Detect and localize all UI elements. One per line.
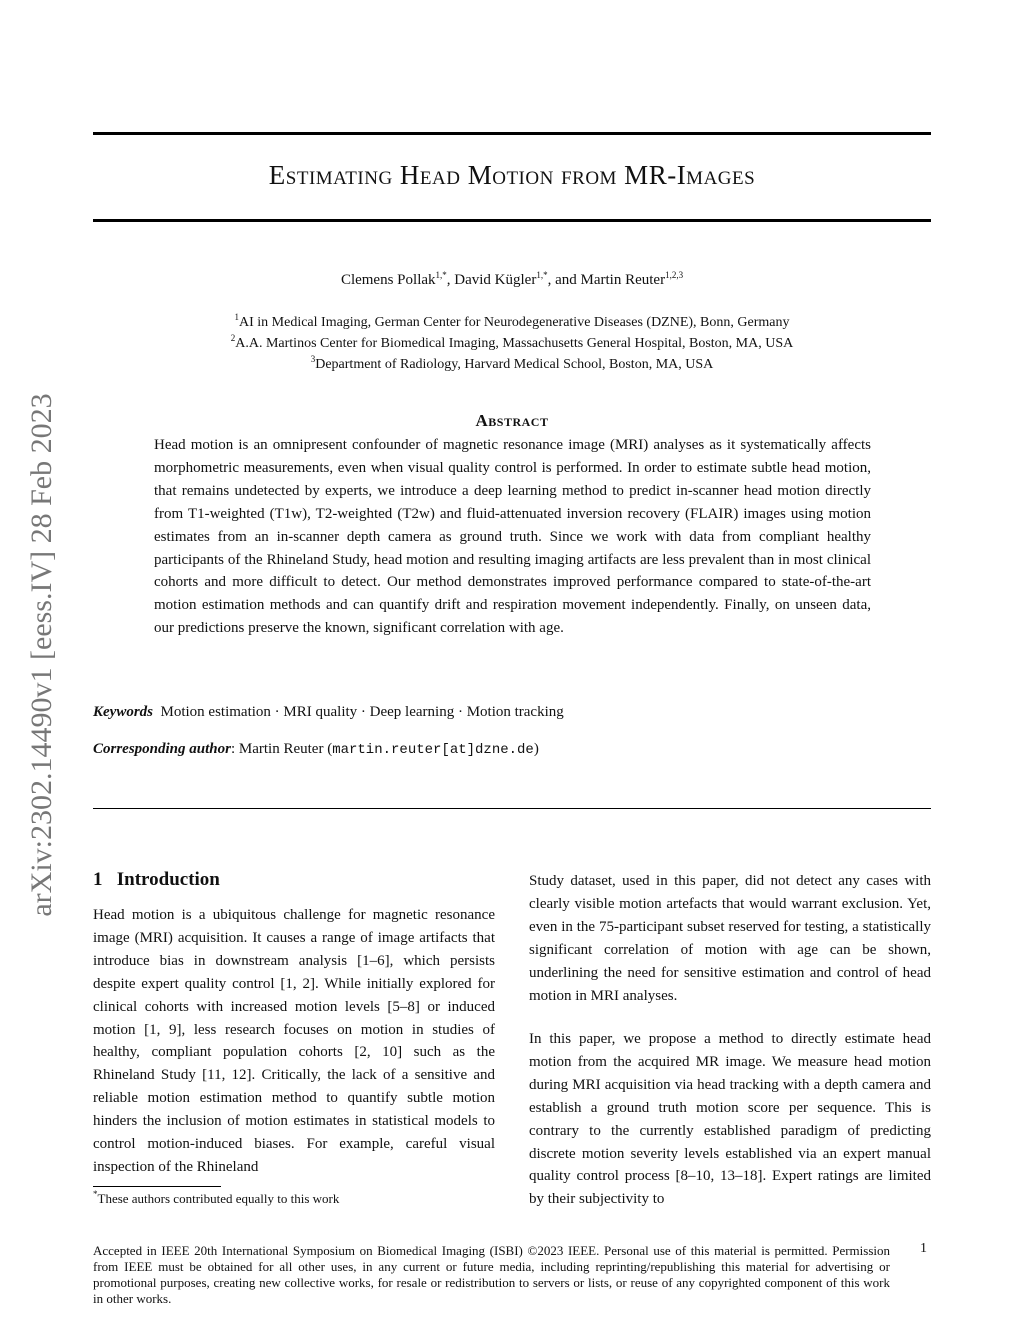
title-top-rule [93,132,931,135]
corr-name: : Martin Reuter ( [230,741,333,757]
title-bottom-rule [93,219,931,222]
footnote [93,1191,339,1207]
author-list [93,272,931,289]
aff-sup: 3 [310,354,316,364]
aff-text: Department of Radiology, Harvard Medical School, Boston, MA, USA [315,357,714,372]
corr-close: ) [533,741,539,757]
copyright-footer: Accepted in IEEE 20th International Symposium on Biomedical Imaging (ISBI) ©2023 IEEE. Personal use of this material is permitted. Permission from IEEE must be obtained for all other uses, in any current or future media, including reprinting/republishing this material for advertising or promotional purposes, creating new collective works, for resale or redistribution to servers or lists, or reuse of any copyrighted component of this work in other works. [93,1243,890,1306]
author-sup: 1,* [435,270,447,280]
corr-label: Corresponding author [93,741,231,757]
section-heading [93,869,220,891]
right-column-para-2: In this paper, we propose a method to directly estimate head motion from the acquired MR image. We measure head motion during MRI acquisition via head tracking with a depth camera and establish a ground truth motion score per sequence. This is contrary to the currently established paradigm of predicting discrete motion severity levels established via an expert manual quality control process [8–10, 13–18]. Expert ratings are limited by their subjectivity to [529,1031,931,1208]
keywords-text: Motion estimation · MRI quality · Deep learning · Motion tracking [160,704,564,720]
section-title: Introduction [116,869,220,890]
affiliations [93,312,931,375]
page-number: 1 [920,1241,927,1256]
author-sup: 1,2,3 [665,270,684,280]
paper-title: Estimating Head Motion from MR-Images [268,160,756,190]
aff-text: A.A. Martinos Center for Biomedical Imaging, Massachusetts General Hospital, Boston, MA, USA [235,336,794,351]
fn-sup: * [93,1189,98,1199]
abstract-heading: Abstract [475,411,549,430]
corr-email: martin.reuter[at]dzne.de [332,742,534,758]
left-column-text: Head motion is a ubiquitous challenge for magnetic resonance image (MRI) acquisition. It causes a range of image artifacts that introduce bias in downstream analysis [1–6], which persists despite expert quality control [1, 2]. While initially explored for clinical cohorts with increased motion levels [5–8] or induced motion [1, 9], less research focuses on motion in studies of healthy, compliant population cohorts [2, 10] such as the Rhineland Study [11, 12]. Critically, the lack of a sensitive and reliable motion estimation method to quantify subtle motion hinders the inclusion of motion estimates in statistical models to control motion-induced biases. For example, careful visual inspection of the Rhineland [93,907,495,1175]
aff-sup: 2 [230,333,236,343]
affiliation [93,312,931,333]
author: David Kügler [454,272,537,288]
abstract-text: Head motion is an omnipresent confounder of magnetic resonance image (MRI) analyses as it systematically affects morphometric measurements, even when visual quality control is performed. In order to estimate subtle head motion, that remains undetected by experts, we introduce a deep learning method to predict in-scanner head motion directly from T1-weighted (T1w), T2-weighted (T2w) and fluid-attenuated inversion recovery (FLAIR) images using motion estimates from an in-scanner depth camera as ground truth. Since we work with data from compliant healthy participants of the Rhineland Study, head motion and resulting imaging artifacts are less prevalent than in most clinical cohorts and more difficult to detect. Our method demonstrates improved performance compared to state-of-the-art motion estimation methods and can quantify drift and respiration movement independently. Finally, on unseen data, our predictions preserve the known, significant correlation with age. [154,437,871,637]
arxiv-sidebar-stamp: arXiv:2302.14490v1 [eess.IV] 28 Feb 2023 [25,393,58,917]
keywords [93,704,564,721]
aff-sup: 1 [234,312,239,322]
section-rule [93,808,931,809]
author: Martin Reuter [580,272,666,288]
sep: , and [547,272,581,288]
author-sup: 1,* [536,270,548,280]
fn-text: These authors contributed equally to this work [97,1191,340,1206]
corresponding-author [93,741,539,758]
author: Clemens Pollak [340,272,436,288]
sep: , [446,272,455,288]
keywords-label: Keywords [93,704,153,720]
section-number: 1 [93,869,103,890]
affiliation [93,333,931,354]
affiliation [93,354,931,375]
aff-text: AI in Medical Imaging, German Center for Neurodegenerative Diseases (DZNE), Bonn, Germany [239,315,790,330]
footnote-rule [93,1186,221,1187]
right-column-para-1: Study dataset, used in this paper, did not detect any cases with clearly visible motion artefacts that would warrant exclusion. Yet, even in the 75-participant subset reserved for testing, a statistically significant correlation of motion with age can be shown, underlining the need for sensitive estimation and control of head motion in MRI analyses. [529,873,931,1004]
